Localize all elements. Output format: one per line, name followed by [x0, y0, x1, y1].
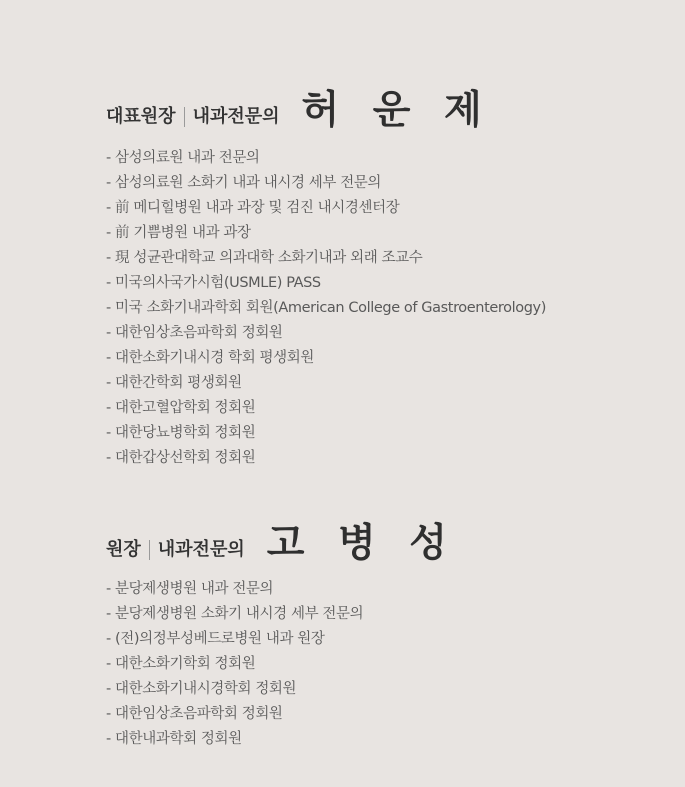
career-item: - 삼성의료원 내과 전문의 — [106, 146, 685, 171]
career-item: - 現 성균관대학교 의과대학 소화기내과 외래 조교수 — [106, 246, 685, 271]
career-item: - 대한임상초음파학회 정회원 — [106, 702, 685, 727]
doctor-profile-2 — [106, 515, 685, 752]
career-list — [106, 146, 685, 471]
doctor-profile-1 — [106, 82, 685, 471]
career-item: - 前 메디힐병원 내과 과장 및 검진 내시경센터장 — [106, 196, 685, 221]
doctor-heading — [106, 82, 685, 133]
career-list — [106, 577, 685, 752]
doctor-name: 고 병 성 — [266, 521, 457, 566]
career-item: - 대한임상초음파학회 정회원 — [106, 321, 685, 346]
career-item: - (전)의정부성베드로병원 내과 원장 — [106, 627, 685, 652]
specialty-title: 내과전문의 — [192, 106, 280, 127]
position-title: 대표원장 — [106, 106, 176, 127]
title-divider — [149, 540, 150, 560]
career-item: - 대한내과학회 정회원 — [106, 727, 685, 752]
career-item: - 대한갑상선학회 정회원 — [106, 446, 685, 471]
doctor-name: 허 운 제 — [301, 88, 492, 133]
career-item: - 前 기쁨병원 내과 과장 — [106, 221, 685, 246]
career-item: - 삼성의료원 소화기 내과 내시경 세부 전문의 — [106, 171, 685, 196]
career-item: - 분당제생병원 내과 전문의 — [106, 577, 685, 602]
position-title: 원장 — [106, 539, 141, 560]
doctor-heading — [106, 515, 685, 566]
title-divider — [184, 107, 185, 127]
career-item: - 분당제생병원 소화기 내시경 세부 전문의 — [106, 602, 685, 627]
specialty-title: 내과전문의 — [157, 539, 245, 560]
career-item: - 미국 소화기내과학회 회원(American College of Gastroenterology) — [106, 296, 685, 321]
career-item: - 대한소화기학회 정회원 — [106, 652, 685, 677]
career-item: - 대한간학회 평생회원 — [106, 371, 685, 396]
career-item: - 대한고혈압학회 정회원 — [106, 396, 685, 421]
career-item: - 미국의사국가시험(USMLE) PASS — [106, 271, 685, 296]
career-item: - 대한당뇨병학회 정회원 — [106, 421, 685, 446]
career-item: - 대한소화기내시경학회 정회원 — [106, 677, 685, 702]
career-item: - 대한소화기내시경 학회 평생회원 — [106, 346, 685, 371]
